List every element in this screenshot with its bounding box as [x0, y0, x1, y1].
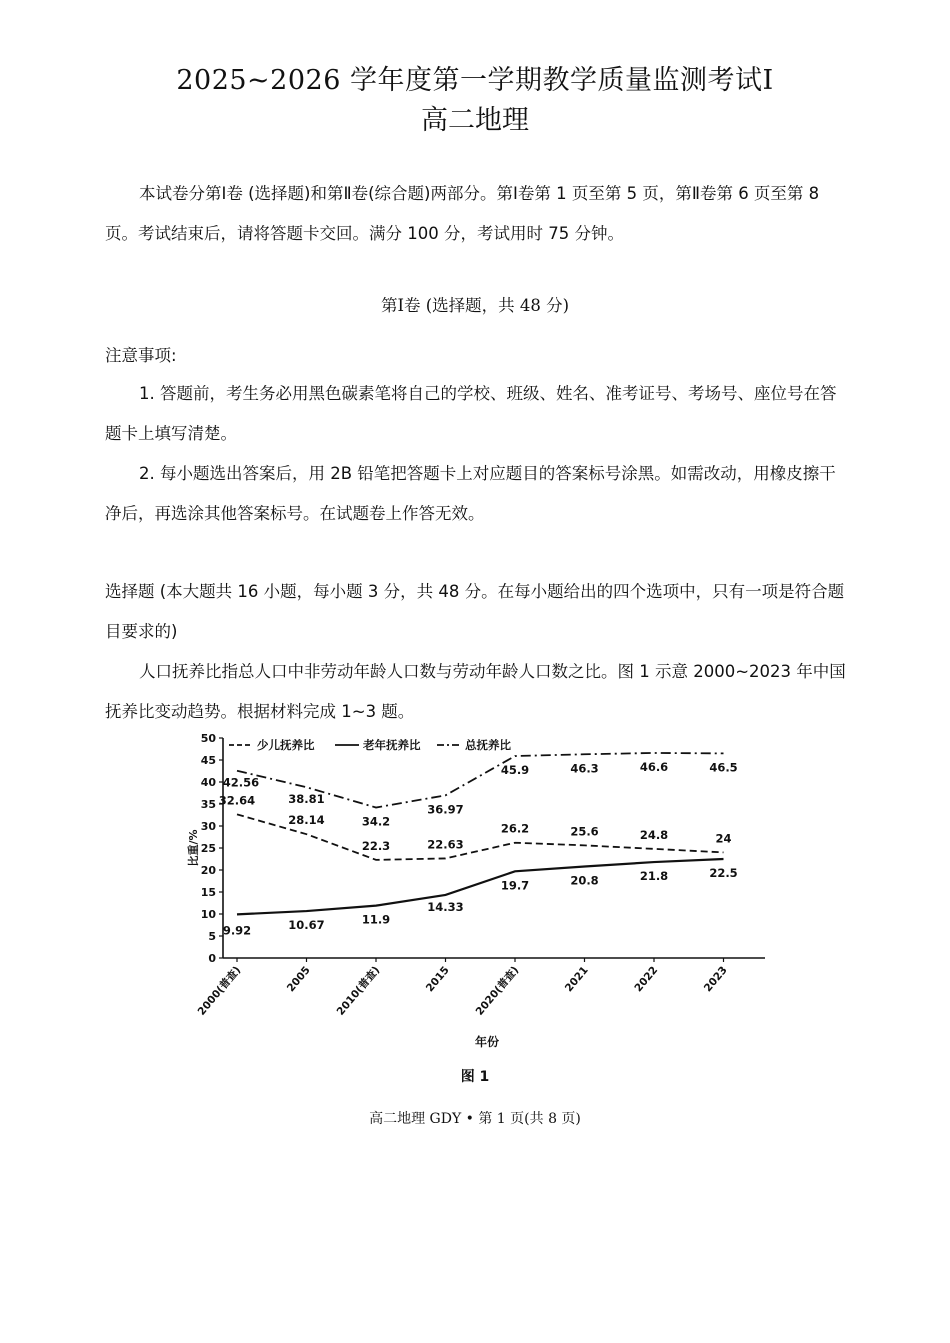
- y-tick-label: 5: [208, 930, 216, 943]
- series-line-2: [237, 859, 724, 914]
- x-tick-label: 2022: [632, 964, 661, 995]
- data-label: 24.8: [639, 827, 669, 842]
- data-label: 28.14: [288, 813, 325, 828]
- data-label: 46.3: [570, 761, 599, 776]
- y-axis-label: 比重/%: [187, 829, 200, 867]
- figure-caption: 图 1: [460, 1069, 490, 1085]
- legend-label-2: 老年抚养比: [363, 738, 421, 752]
- x-tick-label: 2015: [423, 964, 452, 995]
- notice-item-1: 1. 答题前，考生务必用黑色碳素笔将自己的学校、班级、姓名、准考证号、考场号、座位号在答题卡上填写清楚。: [105, 384, 837, 443]
- x-tick-label: 2021: [562, 964, 591, 995]
- y-tick-label: 30: [200, 820, 216, 833]
- data-label: 38.81: [288, 792, 325, 807]
- page-footer: 高二地理 GDY • 第 1 页(共 8 页): [369, 1111, 581, 1127]
- data-label: 46.5: [709, 760, 738, 775]
- y-tick-label: 35: [200, 798, 216, 811]
- data-label: 42.56: [222, 775, 260, 790]
- y-tick-label: 45: [200, 754, 216, 767]
- notice-heading: 注意事项:: [105, 346, 177, 365]
- data-label: 14.33: [427, 899, 464, 914]
- data-label: 46.6: [639, 759, 669, 774]
- y-tick-label: 0: [208, 952, 216, 965]
- data-label: 25.6: [570, 824, 599, 839]
- exam-subject: 高二地理: [421, 105, 529, 136]
- material-paragraph: 人口抚养比指总人口中非劳动年龄人口数与劳动年龄人口数之比。图 1 示意 2000~2023 年中国抚养比变动趋势。根据材料完成 1~3 题。: [105, 662, 846, 721]
- data-label: 21.8: [639, 869, 669, 884]
- intro-paragraph: 本试卷分第Ⅰ卷 (选择题)和第Ⅱ卷(综合题)两部分。第Ⅰ卷第 1 页至第 5 页，第Ⅱ卷第 6 页至第 8 页。考试结束后，请将答题卡交回。满分 100 分，考试用时 75 分钟。: [105, 184, 820, 243]
- data-label: 45.9: [500, 763, 530, 778]
- x-tick-label: 2005: [284, 964, 313, 995]
- data-label: 32.64: [218, 793, 256, 808]
- data-label: 24: [715, 831, 732, 846]
- choice-intro: 选择题 (本大题共 16 小题，每小题 3 分，共 48 分。在每小题给出的四个选项中，只有一项是符合题目要求的): [105, 582, 845, 641]
- x-tick-label: 2010(普查): [334, 964, 383, 1018]
- legend-label-3: 总抚养比: [465, 738, 511, 752]
- y-tick-label: 40: [200, 776, 216, 789]
- data-label: 20.8: [570, 873, 599, 888]
- exam-title: 2025~2026 学年度第一学期教学质量监测考试Ⅰ: [176, 65, 774, 96]
- y-tick-label: 20: [200, 864, 216, 877]
- data-label: 9.92: [222, 923, 252, 938]
- x-axis-label: 年份: [474, 1035, 500, 1049]
- legend-label-1: 少儿抚养比: [257, 738, 315, 752]
- data-label: 36.97: [427, 802, 464, 817]
- data-label: 22.3: [361, 838, 391, 853]
- data-label: 11.9: [361, 912, 391, 927]
- data-label: 34.2: [361, 814, 391, 829]
- data-label: 10.67: [288, 918, 325, 933]
- chart-svg: [185, 728, 775, 1058]
- data-label: 19.7: [500, 878, 530, 893]
- dependency-ratio-chart: [185, 728, 775, 1058]
- x-tick-label: 2023: [701, 964, 730, 995]
- y-tick-label: 50: [200, 732, 216, 745]
- section-title: 第Ⅰ卷 (选择题，共 48 分): [380, 296, 570, 315]
- y-tick-label: 25: [200, 842, 216, 855]
- data-label: 26.2: [500, 821, 530, 836]
- data-label: 22.63: [427, 837, 464, 852]
- y-tick-label: 10: [200, 908, 216, 921]
- x-tick-label: 2020(普查): [473, 964, 522, 1018]
- x-tick-label: 2000(普查): [195, 964, 244, 1018]
- y-tick-label: 15: [200, 886, 216, 899]
- notice-item-2: 2. 每小题选出答案后，用 2B 铅笔把答题卡上对应题目的答案标号涂黑。如需改动，用橡皮擦干净后，再选涂其他答案标号。在试题卷上作答无效。: [105, 464, 836, 523]
- data-label: 22.5: [709, 866, 738, 880]
